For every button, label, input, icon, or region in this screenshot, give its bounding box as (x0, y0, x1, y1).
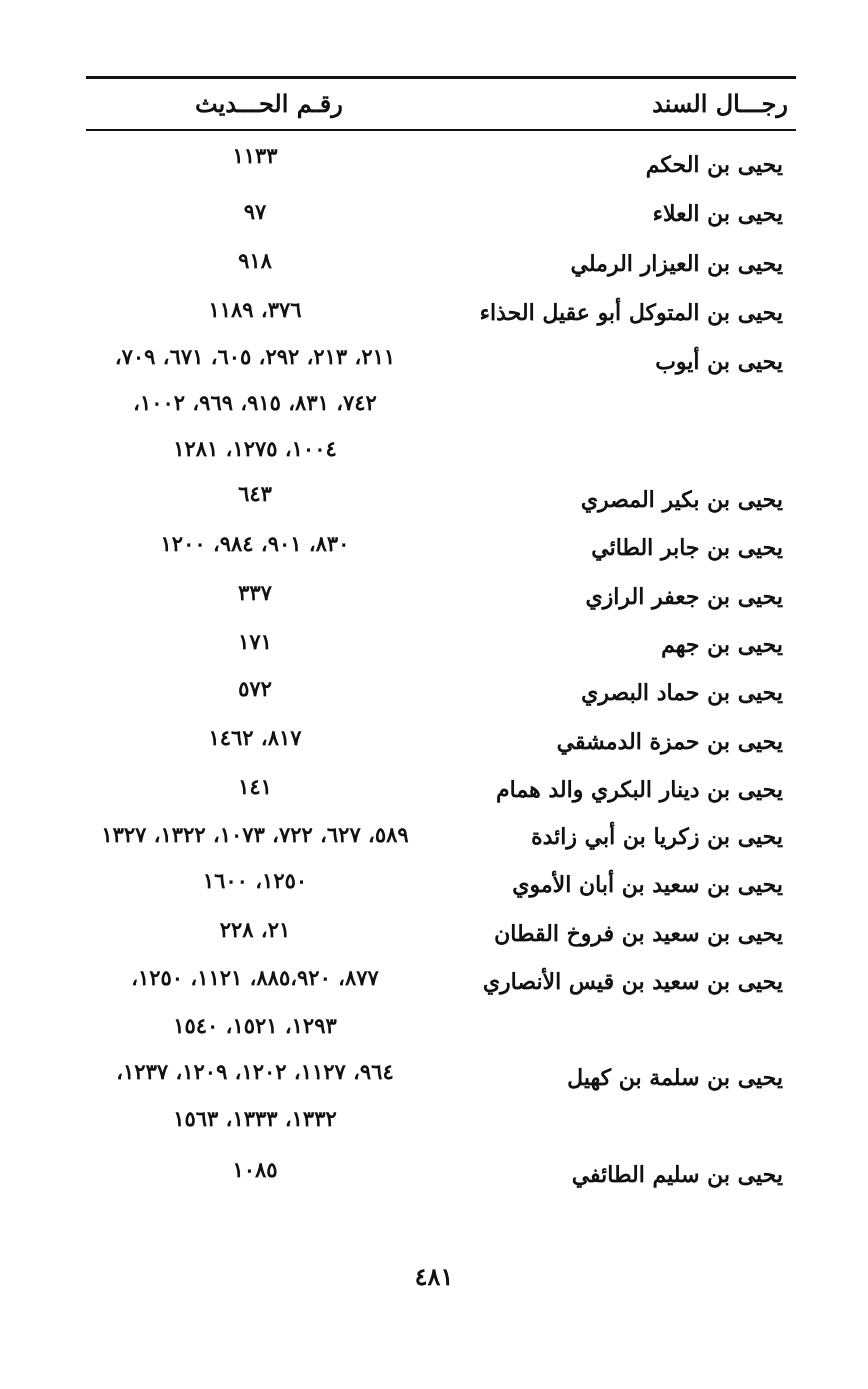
entry-hadith-numbers: ٨١٧، ١٤٦٢ (208, 725, 302, 750)
entry-hadith-numbers: ١٠٠٤، ١٢٧٥، ١٢٨١ (173, 436, 337, 461)
names-column-header: رجـــال السند (652, 89, 788, 118)
entry-name: يحيى بن دينار البكري والد همام (496, 777, 783, 803)
entry-hadith-numbers: ٩٦٤، ١١٢٧، ١٢٠٢، ١٢٠٩، ١٢٣٧، (116, 1059, 394, 1084)
entry-hadith-numbers: ١٧١ (238, 629, 272, 654)
entry-hadith-numbers: ٣٣٧ (238, 580, 272, 605)
entry-name: يحيى بن بكير المصري (580, 487, 783, 513)
entry-name: يحيى بن العلاء (652, 201, 783, 227)
entry-name: يحيى بن جعفر الرازي (585, 584, 783, 610)
entry-hadith-numbers: ٨٧٧، ٨٨٥،٩٢٠، ١١٢١، ١٢٥٠، (131, 965, 379, 990)
entry-name: يحيى بن حمزة الدمشقي (556, 729, 783, 755)
entry-name: يحيى بن أيوب (655, 349, 783, 375)
entry-hadith-numbers: ٣٧٦، ١١٨٩ (208, 297, 302, 322)
entry-hadith-numbers: ١٠٨٥ (232, 1157, 278, 1182)
entry-hadith-numbers: ٢١١، ٢١٣، ٢٩٢، ٦٠٥، ٦٧١، ٧٠٩، (114, 344, 396, 369)
top-rule (86, 76, 796, 79)
entry-name: يحيى بن سعيد بن قيس الأنصاري (482, 969, 783, 995)
entry-hadith-numbers: ٩١٨ (238, 248, 272, 273)
numbers-column-header: رقـم الحـــديث (195, 89, 343, 118)
entry-name: يحيى بن المتوكل أبو عقيل الحذاء (479, 300, 783, 326)
entry-hadith-numbers: ٥٨٩، ٦٢٧، ٧٢٢، ١٠٧٣، ١٣٢٢، ١٣٢٧ (101, 822, 409, 847)
entry-hadith-numbers: ١٤١ (238, 774, 272, 799)
entry-name: يحيى بن زكريا بن أبي زائدة (531, 824, 783, 850)
entry-hadith-numbers: ٩٧ (243, 199, 267, 224)
header-rule (86, 129, 796, 131)
entry-hadith-numbers: ١١٣٣ (232, 143, 278, 168)
page-number: ٤٨١ (414, 1262, 454, 1291)
entry-hadith-numbers: ٢١، ٢٢٨ (219, 917, 291, 942)
entry-name: يحيى بن العيزار الرملي (570, 251, 783, 277)
entry-hadith-numbers: ٧٤٢، ٨٣١، ٩١٥، ٩٦٩، ١٠٠٢، (133, 390, 377, 415)
entry-name: يحيى بن سليم الطائفي (571, 1162, 783, 1188)
entry-hadith-numbers: ٦٤٣ (238, 481, 272, 506)
entry-name: يحيى بن حماد البصري (581, 680, 783, 706)
entry-name: يحيى بن سعيد بن أبان الأموي (512, 872, 783, 898)
entry-hadith-numbers: ١٢٥٠، ١٦٠٠ (202, 868, 308, 893)
entry-hadith-numbers: ١٣٣٢، ١٣٣٣، ١٥٦٣ (173, 1106, 337, 1131)
entry-name: يحيى بن جهم (661, 632, 783, 658)
entry-name: يحيى بن سعيد بن فروخ القطان (494, 921, 783, 947)
entry-name: يحيى بن جابر الطائي (591, 535, 783, 561)
entry-name: يحيى بن سلمة بن كهيل (567, 1065, 783, 1091)
entry-hadith-numbers: ١٢٩٣، ١٥٢١، ١٥٤٠ (173, 1013, 337, 1038)
entry-hadith-numbers: ٨٣٠، ٩٠١، ٩٨٤، ١٢٠٠ (160, 531, 350, 556)
entry-hadith-numbers: ٥٧٢ (238, 676, 272, 701)
entry-name: يحيى بن الحكم (645, 152, 783, 178)
